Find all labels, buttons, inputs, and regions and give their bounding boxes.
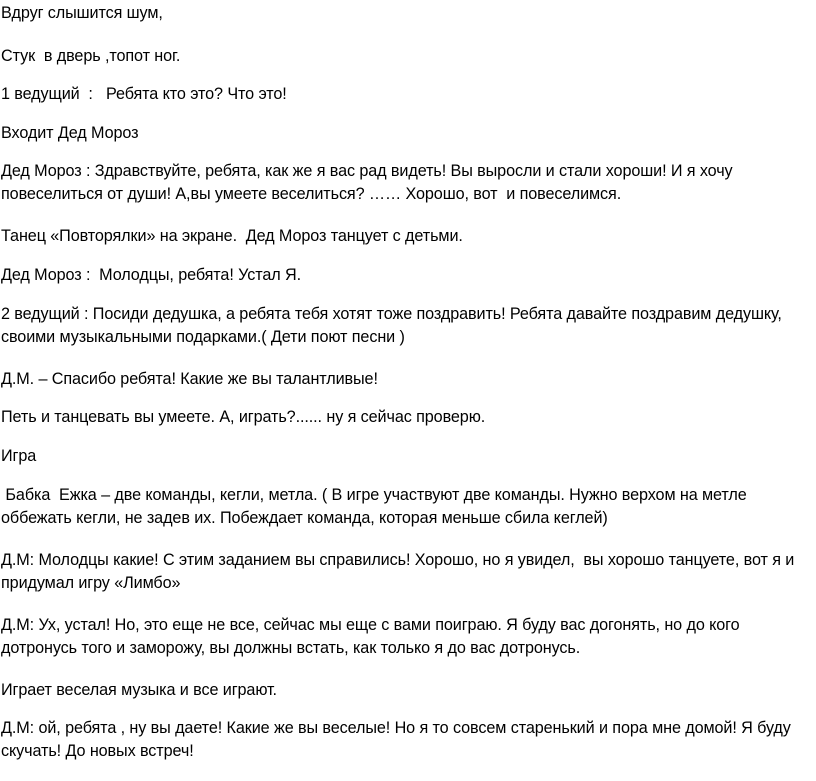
paragraph-santa-enters: Входит Дед Мороз — [1, 124, 139, 142]
paragraph-santa-greeting: Дед Мороз : Здравствуйте, ребята, как же я вас рад видеть! Вы выросли и стали хороши! И я хочу повеселиться от души! А,вы умеете веселиться? …… Хорошо, вот и повеселимся. — [1, 162, 737, 203]
paragraph-freeze-game: Д.М: Ух, устал! Но, это еще не все, сейчас мы еще с вами поиграю. Я буду вас догонять, но до кого дотронусь того и заморожу, вы должны встать, как только я до вас дотронусь. — [1, 616, 744, 657]
paragraph-noise: Вдруг слышится шум, — [1, 4, 163, 22]
paragraph-dance: Танец «Повторялки» на экране. Дед Мороз танцует с детьми. — [1, 227, 463, 245]
paragraph-knock: Стук в дверь ,топот ног. — [1, 47, 181, 65]
paragraph-host2-songs: 2 ведущий : Посиди дедушка, а ребята тебя хотят тоже поздравить! Ребята давайте поздравим дедушку, своими музыкальными подарками.( Дети поют песни ) — [1, 305, 787, 346]
paragraph-santa-play: Петь и танцевать вы умеете. А, играть?...... ну я сейчас проверю. — [1, 408, 486, 426]
paragraph-santa-tired: Дед Мороз : Молодцы, ребята! Устал Я. — [1, 266, 301, 284]
paragraph-game-heading: Игра — [1, 447, 37, 465]
paragraph-limbo: Д.М: Молодцы какие! С этим заданием вы справились! Хорошо, но я увидел, вы хорошо танцуете, вот я и придумал игру «Лимбо» — [1, 551, 799, 592]
paragraph-host1-question: 1 ведущий : Ребята кто это? Что это! — [1, 85, 287, 103]
paragraph-baba-yaga-game: Бабка Ежка – две команды, кегли, метла. ( В игре участвуют две команды. Нужно верхом на метле оббежать кегли, не задев их. Побеждает команда, которая меньше сбила кеглей) — [1, 486, 752, 527]
paragraph-farewell: Д.М: ой, ребята , ну вы даете! Какие же вы веселые! Но я то совсем старенький и пора мне домой! Я буду скучать! До новых встреч! — [1, 719, 796, 760]
paragraph-music-plays: Играет веселая музыка и все играют. — [1, 681, 277, 699]
paragraph-santa-thanks: Д.М. – Спасибо ребята! Какие же вы талантливые! — [1, 370, 378, 388]
